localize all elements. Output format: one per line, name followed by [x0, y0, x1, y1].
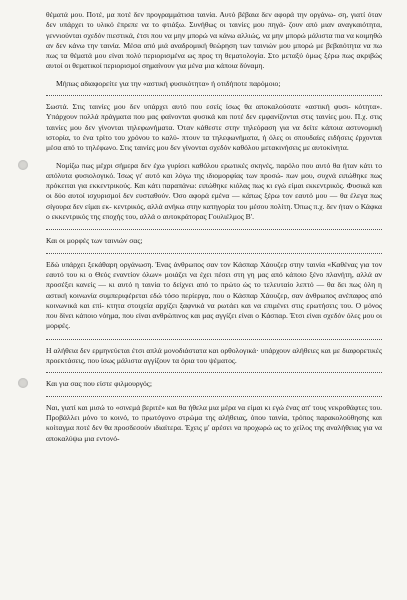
article-body — [46, 10, 382, 444]
dotted-divider — [46, 372, 382, 373]
opening-paragraph: θέματά μου. Ποτέ, μα ποτέ δεν προγραμμάτισα ταινία. Αυτό βέβαια δεν αφορά την οργάνω- ση, γιατί όταν δεν υπάρχει το υλικό έπρεπε να το φτιάξω. Συνήθως οι ταινίες μου πηγά- ζουν από μιαν αναγκαιότητα, γεννιούνται σχεδόν πιεστικά, έτσι που να μην μπορώ να κάνω αλλιώς, να μην μπορώ μάλιστα πια να κοιμηθώ αν δεν κάνω την ταινία. Μέσα από μιά αναδρομική θεώρηση των ταινιών μου μπορώ με βεβαιότητα να πω πως τα θέματά μου είναι πολύ περιορισμένα ως προς τη θεματολογία. Στο μεταξύ όμως ξέρω πως ακριβώς αυτοί οι θεματικοί περιορισμοί σημαίνουν για μένα μια κάποια δύναμη. — [46, 10, 382, 71]
dotted-divider — [46, 339, 382, 340]
dotted-divider — [46, 95, 382, 96]
dotted-divider — [46, 396, 382, 397]
answer-paragraph: Νομίζω πως μέχρι σήμερα δεν έχω γυρίσει καθόλου ερωτικές σκηνές, παρόλο που αυτό θα ήταν κάτι το απόλυτα φυσιολογικό. Ίσως γι' αυτό και λόγω της ιδιομορφίας των προσώ- πων μου, συχνά ειπώθηκε πως πρόκειται για εκκεντρικούς. Και κάτι παραπάνω: ειπώθηκε κιόλας πως κι εγώ είμαι εκκεντρικός. Φυσικά και οι δύο αυτοί ισχυρισμοί δεν ευσταθούν. Όσο αφορά εμένα — κάπως ξέρω τον εαυτό μου — θα έλεγα πως σίγουρα δεν είμαι εκ- κεντρικός, αλλά ανήκω στην κατηγορία του μέσου πολίτη. Όπως π.χ. δεν ήταν ο Κάφκα ο εκκεντρικός της εποχής του, αλλά ο αυτοκράτορας Γουλιέλμος Β'. — [46, 160, 382, 222]
dotted-divider — [46, 229, 382, 230]
interview-question: Και οι μορφές των ταινιών σας; — [46, 236, 143, 246]
punch-hole — [18, 160, 28, 170]
answer-paragraph: Ναι, γιατί και μισώ το «σινεμά βεριτέ» και θα ήθελα μια μέρα να είμαι κι εγώ ένας απ' τους νεκροθάφτες του. Προβάλλει μόνο το κοινό, το πρωτόγονο στρώμα της αλήθειας, όπου ταινία, τρόπος παρακολούθησης και κοίταγμα ποτέ δεν θα προσδεσούν ιδιαίτερα. Έχεις μ' αρέσει να προχωρώ ως το χείλος της αναλήθειας για να αποκαλύψω μια εντονό- — [46, 402, 383, 443]
interview-question: Μήπως αδιαφορείτε για την «αστική φυσικότητα» ή οτιδήποτε παρόμοιο; — [56, 78, 281, 88]
answer-paragraph: Εδώ υπάρχει ξεκάθαρη οργάνωση. Ένας άνθρωπος σαν τον Κάσπαρ Χάουζερ στην ταινία «Καθένας για τον εαυτό του κι ο Θεός εναντίον όλων» μοιάζει να έχει πέσει στη γη μας από κάποιο ξένο πλανήτη, αλλά αν προσέξει κανείς — κι αυτό η ταινία το δείχνει από το πρώτο ώς το τελευταίο λεπτό — θα δει πως όλη η αστική κοινωνία συμπεριφέρεται εδώ τόσο περίεργα, που ο Κάσπαρ Χάουζερ, σαν άνθρωπος ανέπαφος από κοινωνικά και επί- κτητα στοιχεία αρχίζει ξαφνικά να ρωτάει και να επιμένει στις ερωτήσεις του. Ο μόνος που δίνει κάποιο νόημα, που είναι ανθρώπινος και μας αγγίζει είναι ο Κάσπαρ. Έτσι είναι σχεδόν όλες μου οι μορφές. — [46, 259, 383, 331]
dotted-divider — [46, 253, 382, 254]
interview-question: Η αλήθεια δεν ερμηνεύεται έτσι απλά μονοδιάστατα και ορθολογικά· υπάρχουν αλήθειες και με διαφορετικές προεκτάσεις, που ίσως μάλιστα αγγίζουν τα όρια του ψέματος. — [46, 345, 382, 366]
answer-paragraph: Σωστά. Στις ταινίες μου δεν υπάρχει αυτό που εσείς ίσως θα αποκαλούσατε «αστική φυσι- κότητα». Υπάρχουν πολλά πράγματα που μας φαίνονται φυσικά και ποτέ δεν εμφανίζονται στις ταινίες μου. Π.χ. στις ταινίες μου δεν γίνονται τηλεφωνήματα. Όταν κάθεστε στην τηλεόραση για να δείτε κάποια αστυνομική ιστορία, το ένα τρίτο του χρόνου το καλύ- πτουν τα τηλεφωνήματα, ή όλες οι σπουδαίες ειδήσεις έρχονται μέσα από το τηλέφωνο. Στις ταινίες μου δεν γίνονται σχεδόν καθόλου μετακινήσεις με αυτοκίνητα. — [46, 102, 382, 153]
interview-question: Και για σας που είστε φιλμουργός; — [46, 379, 152, 389]
punch-hole — [18, 378, 28, 388]
